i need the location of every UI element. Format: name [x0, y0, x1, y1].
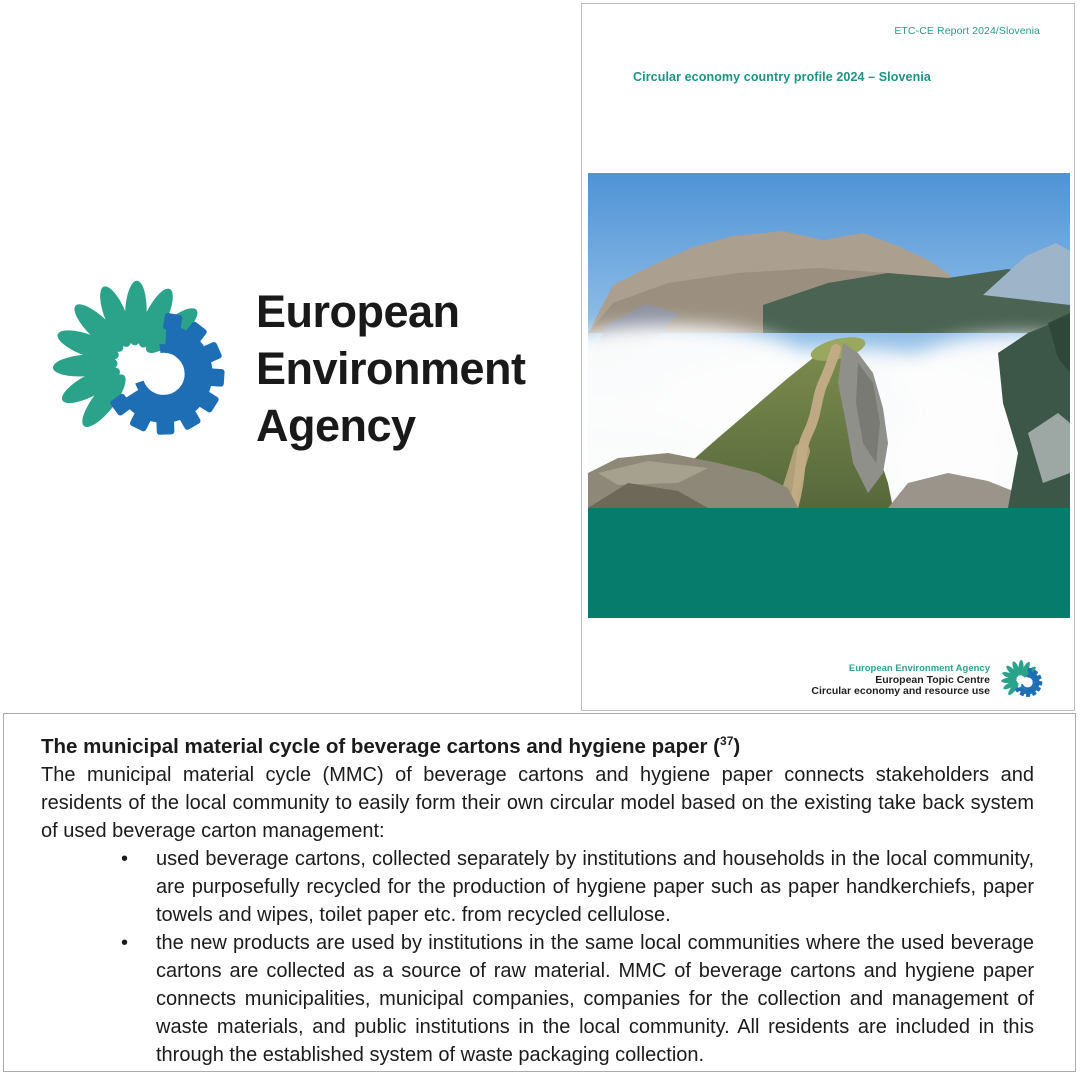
cover-footer: [811, 657, 1046, 704]
report-cover-page: [581, 3, 1075, 711]
excerpt-intro: The municipal material cycle (MMC) of beverage cartons and hygiene paper connects stakeholders and residents of the local community to easily form their own circular model based on the existing take back system of used beverage carton management:: [41, 764, 1034, 842]
excerpt-heading-close: ): [733, 735, 741, 758]
list-item: [41, 929, 1034, 1069]
cover-title: Circular economy country profile 2024 – Slovenia: [633, 70, 931, 84]
cover-photo-mountain-landscape: [588, 173, 1070, 508]
bullet-icon: •: [121, 932, 129, 954]
list-item: [41, 845, 1034, 929]
excerpt-heading: [41, 733, 1034, 761]
eea-flower-gear-logo-small-icon: [999, 657, 1046, 704]
bullet-icon: •: [121, 848, 129, 870]
footer-centre-label: European Topic Centre: [875, 673, 990, 686]
excerpt-heading-text: The municipal material cycle of beverage cartons and hygiene paper (: [41, 735, 721, 758]
teal-banner: [588, 508, 1070, 618]
eea-flower-gear-logo-icon: [44, 268, 240, 464]
footnote-ref: 37: [720, 734, 734, 749]
excerpt-box: [3, 713, 1076, 1072]
footer-topic-label: Circular economy and resource use: [811, 685, 990, 698]
bullet-text: the new products are used by institutions in the same local communities where the used beverage cartons are collected as a source of raw material. MMC of beverage cartons and hygiene paper connects municipalities, municipal companies, companies for the collection and management of waste materials, and public institutions in the local community. All residents are included in this through the established system of waste packaging collection.: [156, 932, 1034, 1066]
bullet-text: used beverage cartons, collected separately by institutions and households in the local community, are purposefully recycled for the production of hygiene paper such as paper handkerchiefs, paper towels and wipes, toilet paper etc. from recycled cellulose.: [156, 848, 1034, 926]
report-label: ETC-CE Report 2024/Slovenia: [894, 25, 1040, 37]
footer-agency-label: European Environment Agency: [848, 663, 990, 675]
brand-name: European Environment Agency: [256, 286, 526, 451]
